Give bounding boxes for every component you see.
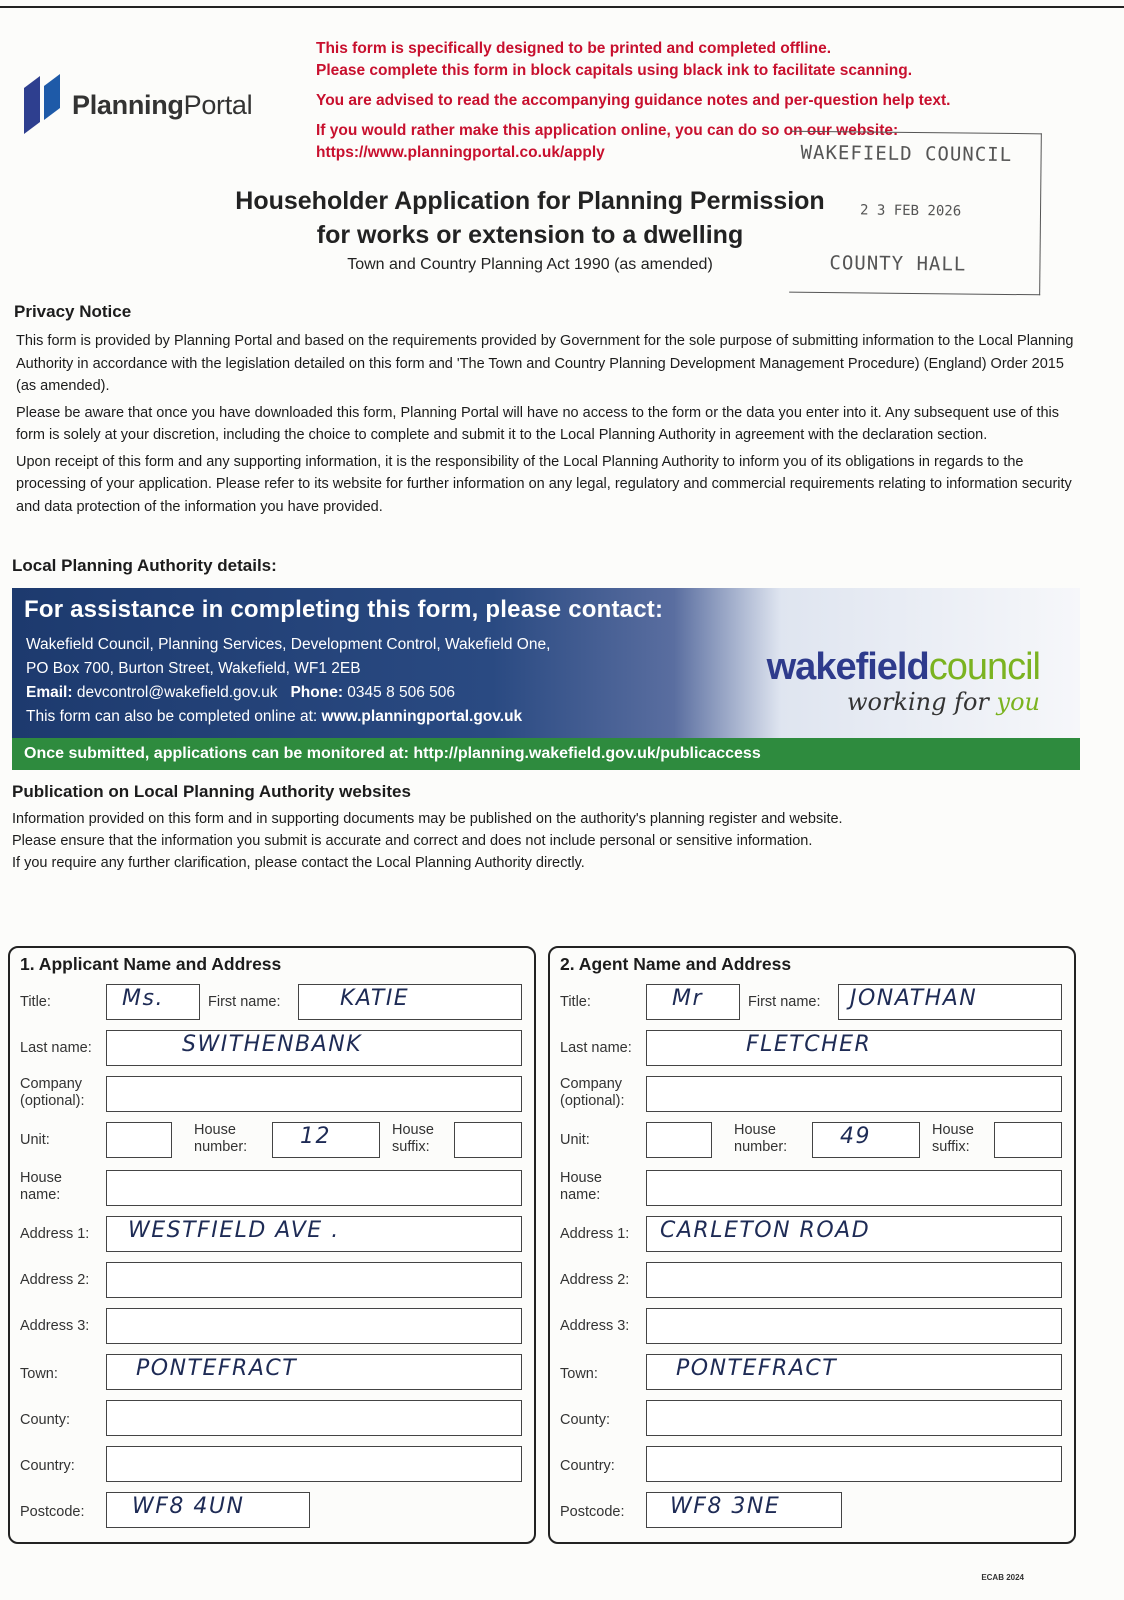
- first-name-label: First name:: [208, 994, 281, 1010]
- publication-line: If you require any further clarification, please contact the Local Planning Authority directly.: [12, 855, 585, 871]
- agent-postcode-value: WF8 3NE: [670, 1494, 781, 1519]
- stamp-place: COUNTY HALL: [829, 252, 967, 276]
- agent-heading: 2. Agent Name and Address: [560, 954, 792, 974]
- agent-address1-value: CARLETON ROAD: [660, 1218, 871, 1243]
- agent-first-name-value: JONATHAN: [850, 986, 978, 1011]
- country-label: Country:: [560, 1458, 615, 1474]
- title-act: Town and Country Planning Act 1990 (as amended): [347, 256, 713, 273]
- planning-portal-link[interactable]: www.planningportal.gov.uk: [321, 708, 523, 725]
- unit-label: Unit:: [560, 1132, 590, 1148]
- applicant-first-name-field[interactable]: [298, 984, 522, 1020]
- stamp-date: 2 3 FEB 2026: [859, 202, 962, 220]
- applicant-postcode-value: WF8 4UN: [132, 1494, 245, 1519]
- applicant-town-value: PONTEFRACT: [136, 1356, 298, 1381]
- title-line-1: Householder Application for Planning Permission: [235, 187, 825, 215]
- privacy-paragraph: Upon receipt of this form and any supporting information, it is the responsibility of the Local Planning Authority to inform you of its obligations in regards to the processing of your application. Please refer to its website for further information on any legal, regulatory and commercial requirements relating to information security and data protection of the information you have provided.: [16, 453, 1072, 515]
- agent-house-suffix-field[interactable]: [994, 1122, 1062, 1158]
- banner-contact: Email: devcontrol@wakefield.gov.uk Phone: 0345 8 506 506: [26, 684, 456, 701]
- applicant-section: [8, 946, 536, 1544]
- applicant-address2-field[interactable]: [106, 1262, 522, 1298]
- applicant-house-name-field[interactable]: [106, 1170, 522, 1206]
- house-number-label: House number:: [194, 1122, 248, 1155]
- agent-company-field[interactable]: [646, 1076, 1062, 1112]
- unit-label: Unit:: [20, 1132, 50, 1148]
- house-suffix-label: House suffix:: [932, 1122, 974, 1155]
- banner-address-1: Wakefield Council, Planning Services, Development Control, Wakefield One,: [26, 636, 551, 653]
- notice-line-2: Please complete this form in block capitals using black ink to facilitate scanning.: [316, 62, 913, 79]
- agent-section: [548, 946, 1076, 1544]
- first-name-label: First name:: [748, 994, 821, 1010]
- notice-line-3: You are advised to read the accompanying guidance notes and per-question help text.: [316, 92, 951, 109]
- agent-last-name-value: FLETCHER: [746, 1032, 872, 1057]
- agent-unit-field[interactable]: [646, 1122, 712, 1158]
- council-email[interactable]: devcontrol@wakefield.gov.uk: [76, 684, 278, 701]
- banner-address-2: PO Box 700, Burton Street, Wakefield, WF1 2EB: [26, 660, 361, 677]
- wakefield-council-logo: wakefieldcouncil: [766, 646, 1040, 688]
- planning-portal-icon: [20, 72, 64, 138]
- publication-line: Please ensure that the information you submit is accurate and correct and does not include personal or sensitive information.: [12, 833, 813, 849]
- stamp-org: WAKEFIELD COUNCIL: [800, 141, 1013, 167]
- agent-address3-field[interactable]: [646, 1308, 1062, 1344]
- banner-online: This form can also be completed online at: www.planningportal.gov.uk: [26, 708, 523, 725]
- agent-town-value: PONTEFRACT: [676, 1356, 838, 1381]
- postcode-label: Postcode:: [20, 1504, 85, 1520]
- notice-url: https://www.planningportal.co.uk/apply: [316, 144, 605, 161]
- applicant-address3-field[interactable]: [106, 1308, 522, 1344]
- county-label: County:: [20, 1412, 70, 1428]
- agent-country-field[interactable]: [646, 1446, 1062, 1482]
- applicant-unit-field[interactable]: [106, 1122, 172, 1158]
- applicant-county-field[interactable]: [106, 1400, 522, 1436]
- address2-label: Address 2:: [560, 1272, 630, 1288]
- agent-address2-field[interactable]: [646, 1262, 1062, 1298]
- notice-line-4: If you would rather make this application online, you can do so on our website:: [316, 122, 899, 139]
- notice-line-1: This form is specifically designed to be printed and completed offline.: [316, 40, 832, 57]
- form-title: [180, 184, 880, 278]
- applicant-first-name-value: KATIE: [340, 986, 410, 1011]
- applicant-heading: 1. Applicant Name and Address: [20, 954, 282, 974]
- applicant-last-name-value: SWITHENBANK: [182, 1032, 363, 1057]
- form-code: ECAB 2024: [981, 1573, 1024, 1582]
- title-label: Title:: [20, 994, 51, 1010]
- council-phone: 0345 8 506 506: [347, 684, 456, 701]
- applicant-company-field[interactable]: [106, 1076, 522, 1112]
- county-label: County:: [560, 1412, 610, 1428]
- publication-line: Information provided on this form and in supporting documents may be published on the authority's planning register and website.: [12, 811, 843, 827]
- postcode-label: Postcode:: [560, 1504, 625, 1520]
- planning-portal-logo: [20, 72, 252, 138]
- publication-text: [12, 808, 1072, 874]
- title-label: Title:: [560, 994, 591, 1010]
- privacy-paragraph: Please be aware that once you have downloaded this form, Planning Portal will have no access to the form or the data you enter into it. Any subsequent use of this form is solely at your discretion, including the choice to complete and submit it to the Local Planning Authority in agreement with the declaration section.: [16, 404, 1060, 443]
- address3-label: Address 3:: [20, 1318, 90, 1334]
- address3-label: Address 3:: [560, 1318, 630, 1334]
- agent-house-name-field[interactable]: [646, 1170, 1062, 1206]
- address1-label: Address 1:: [20, 1226, 90, 1242]
- company-label: Company (optional):: [560, 1076, 625, 1109]
- town-label: Town:: [20, 1366, 58, 1382]
- council-tagline: working for you: [846, 688, 1040, 716]
- agent-house-number-value: 49: [840, 1124, 871, 1149]
- publication-heading: Publication on Local Planning Authority websites: [12, 782, 411, 801]
- applicant-house-number-value: 12: [300, 1124, 331, 1149]
- assistance-banner: [12, 588, 1080, 738]
- last-name-label: Last name:: [560, 1040, 632, 1056]
- address1-label: Address 1:: [560, 1226, 630, 1242]
- applicant-title-value: Ms.: [122, 986, 164, 1011]
- house-name-label: House name:: [560, 1170, 602, 1203]
- last-name-label: Last name:: [20, 1040, 92, 1056]
- banner-heading: For assistance in completing this form, please contact:: [24, 596, 664, 623]
- privacy-heading: Privacy Notice: [14, 302, 132, 321]
- house-name-label: House name:: [20, 1170, 62, 1203]
- agent-county-field[interactable]: [646, 1400, 1062, 1436]
- applicant-country-field[interactable]: [106, 1446, 522, 1482]
- lpa-heading: Local Planning Authority details:: [12, 556, 277, 575]
- country-label: Country:: [20, 1458, 75, 1474]
- top-border: [0, 6, 1124, 8]
- town-label: Town:: [560, 1366, 598, 1382]
- applicant-house-suffix-field[interactable]: [454, 1122, 522, 1158]
- house-number-label: House number:: [734, 1122, 788, 1155]
- applicant-address1-value: WESTFIELD AVE .: [128, 1218, 340, 1243]
- privacy-notice: [16, 330, 1076, 522]
- house-suffix-label: House suffix:: [392, 1122, 434, 1155]
- privacy-paragraph: This form is provided by Planning Portal and based on the requirements provided by Government for the sole purpose of submitting information to the Local Planning Authority in accordance with the legislation detailed on this form and 'The Town and Country Planning Development Management Procedure) (England) Order 2015 (as amended).: [16, 333, 1074, 394]
- title-line-2: for works or extension to a dwelling: [316, 221, 744, 249]
- address2-label: Address 2:: [20, 1272, 90, 1288]
- company-label: Company (optional):: [20, 1076, 85, 1109]
- logo-text: PlanningPortal: [72, 89, 253, 120]
- agent-title-value: Mr: [672, 986, 704, 1011]
- monitor-bar: Once submitted, applications can be monitored at: http://planning.wakefield.gov.uk/publicaccess: [12, 738, 1080, 770]
